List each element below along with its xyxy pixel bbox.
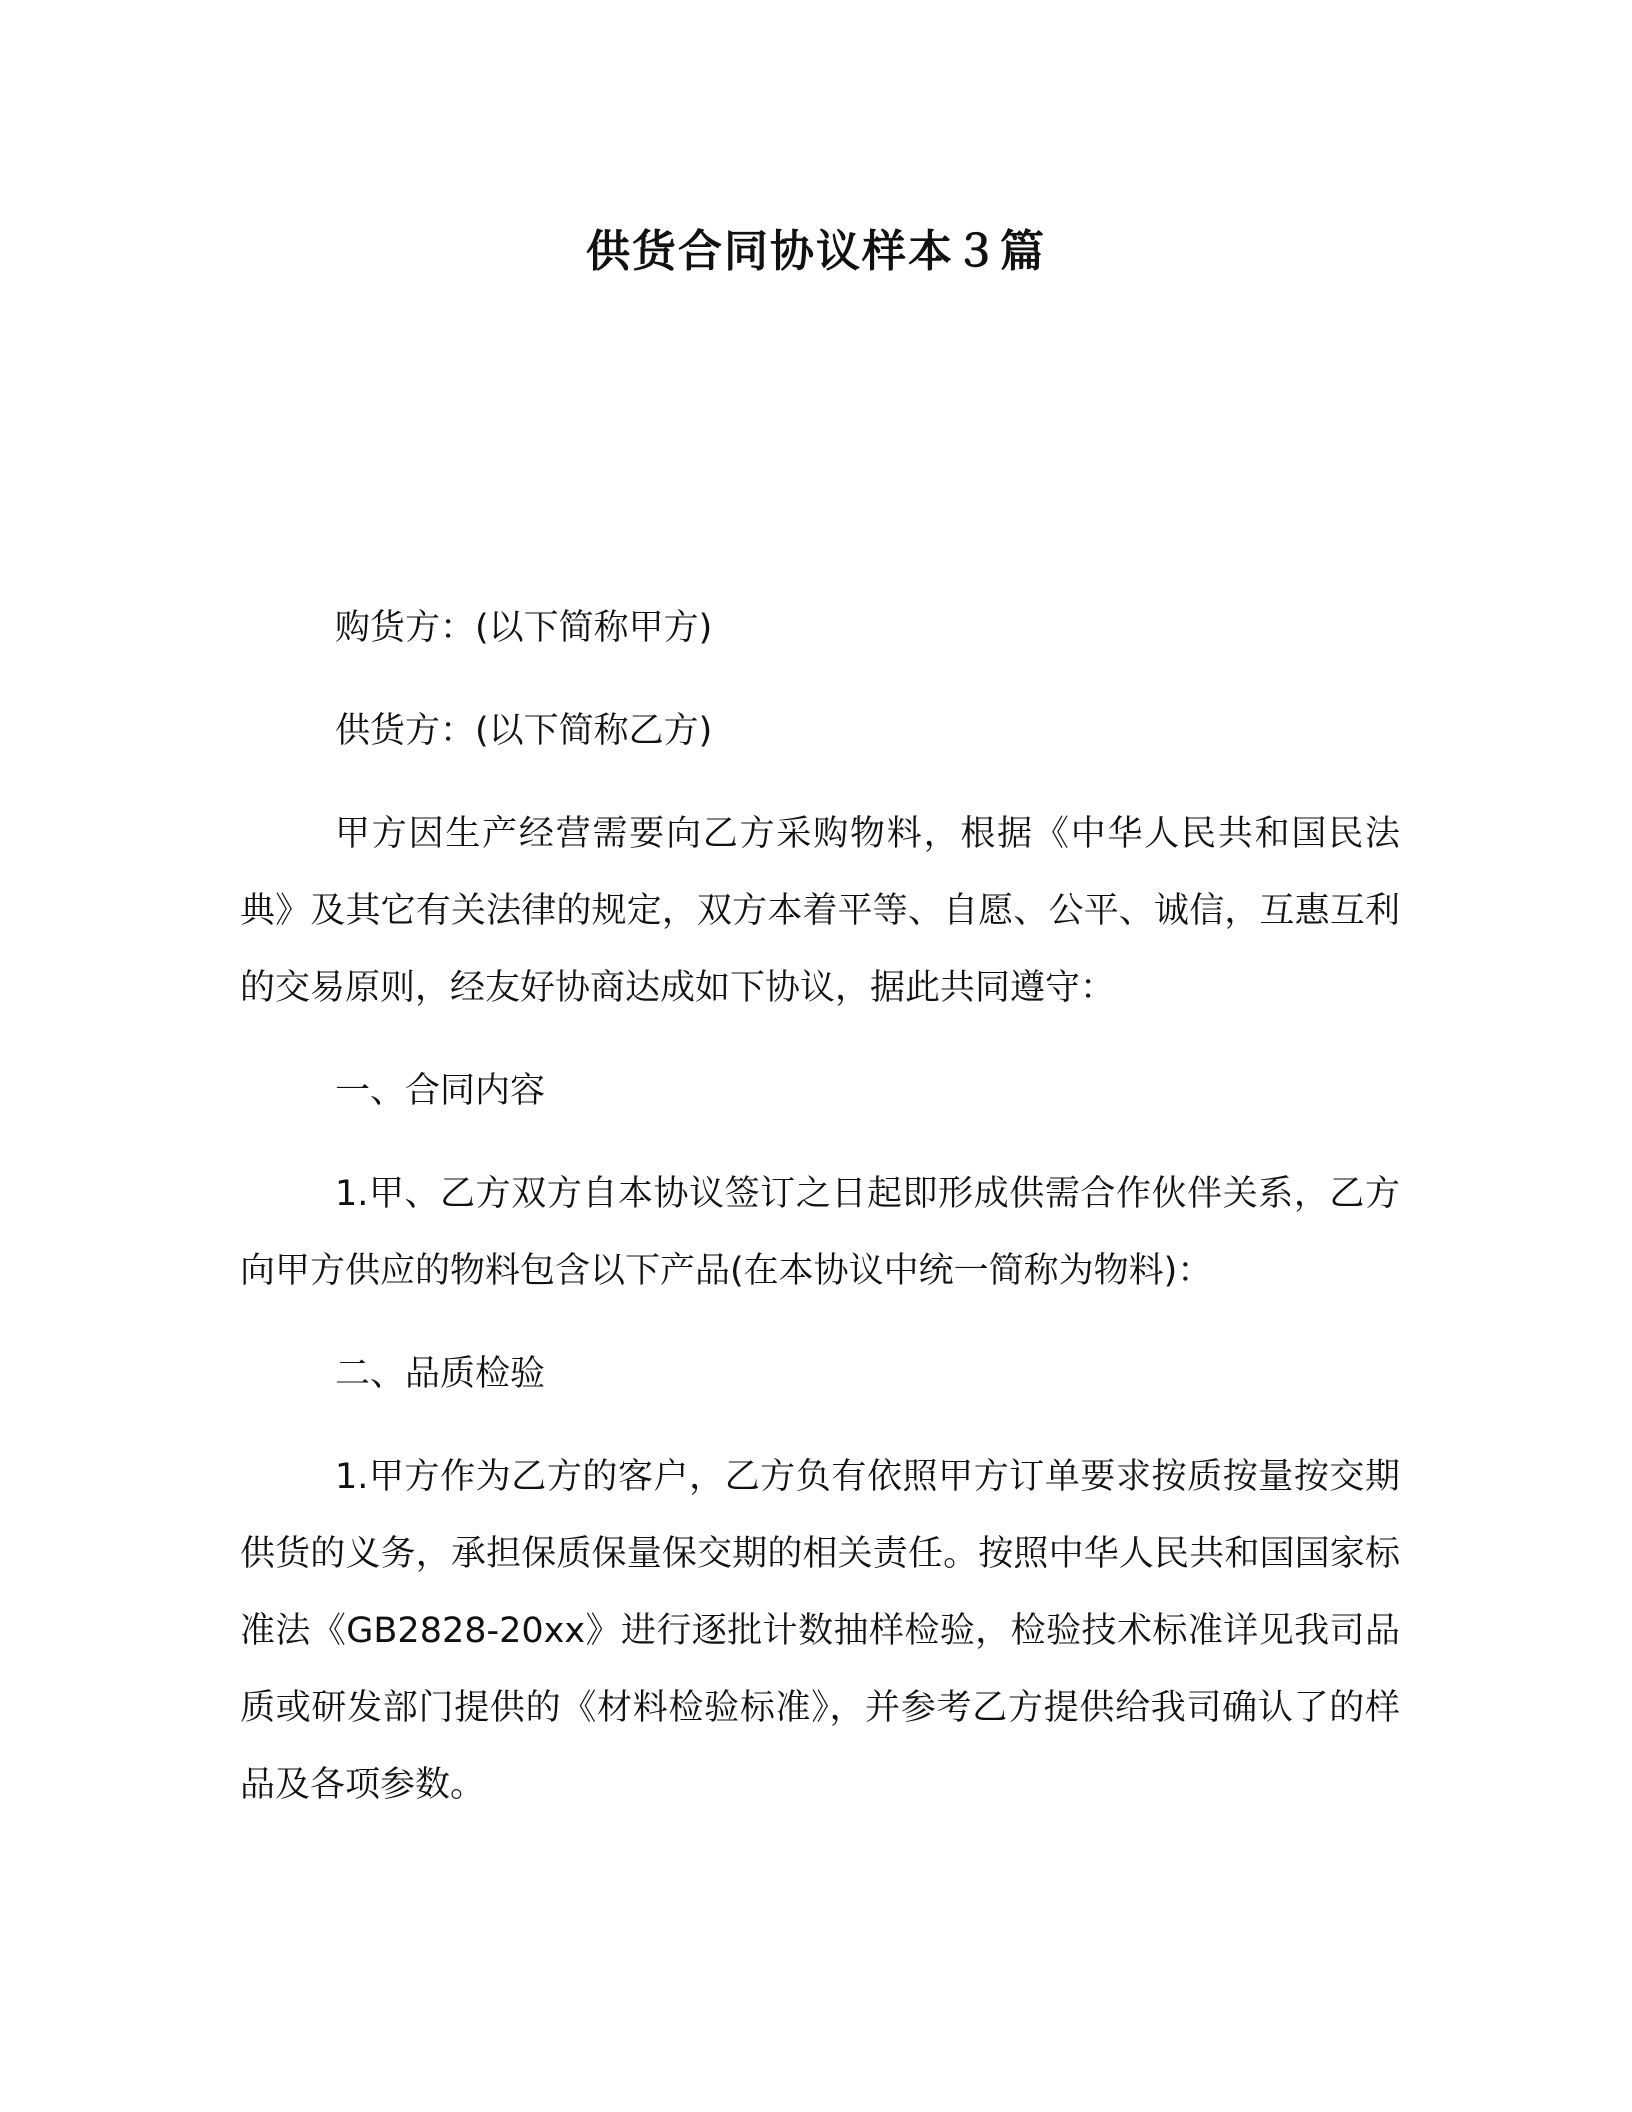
document-title: 供货合同协议样本３篇 (586, 226, 1046, 277)
section-2-heading: 二、品质检验 (335, 1354, 546, 1394)
buyer-line: 购货方：(以下简称甲方) (335, 608, 713, 648)
section-2-item-1: 1.甲方作为乙方的客户，乙方负有依照甲方订单要求按质按量按交期供货的义务，承担保质保量保交期的相关责任。按照中华人民共和国国家标准法《GB2828-20xx》进行逐批计数抽样检验，检验技术标准详见我司品质或研发部门提供的《材料检验标准》，并参考乙方提供给我司确认了的样品及各项参数。 (240, 1457, 1400, 1805)
section-1-item-1: 1.甲、乙方双方自本协议签订之日起即形成供需合作伙伴关系，乙方向甲方供应的物料包含以下产品(在本协议中统一简称为物料)： (240, 1174, 1400, 1291)
intro-paragraph: 甲方因生产经营需要向乙方采购物料，根据《中华人民共和国民法典》及其它有关法律的规定，双方本着平等、自愿、公平、诚信，互惠互利的交易原则，经友好协商达成如下协议，据此共同遵守： (240, 814, 1400, 1008)
section-1-heading: 一、合同内容 (335, 1071, 546, 1111)
supplier-line: 供货方：(以下简称乙方) (335, 711, 713, 751)
document-body (240, 590, 1400, 1850)
